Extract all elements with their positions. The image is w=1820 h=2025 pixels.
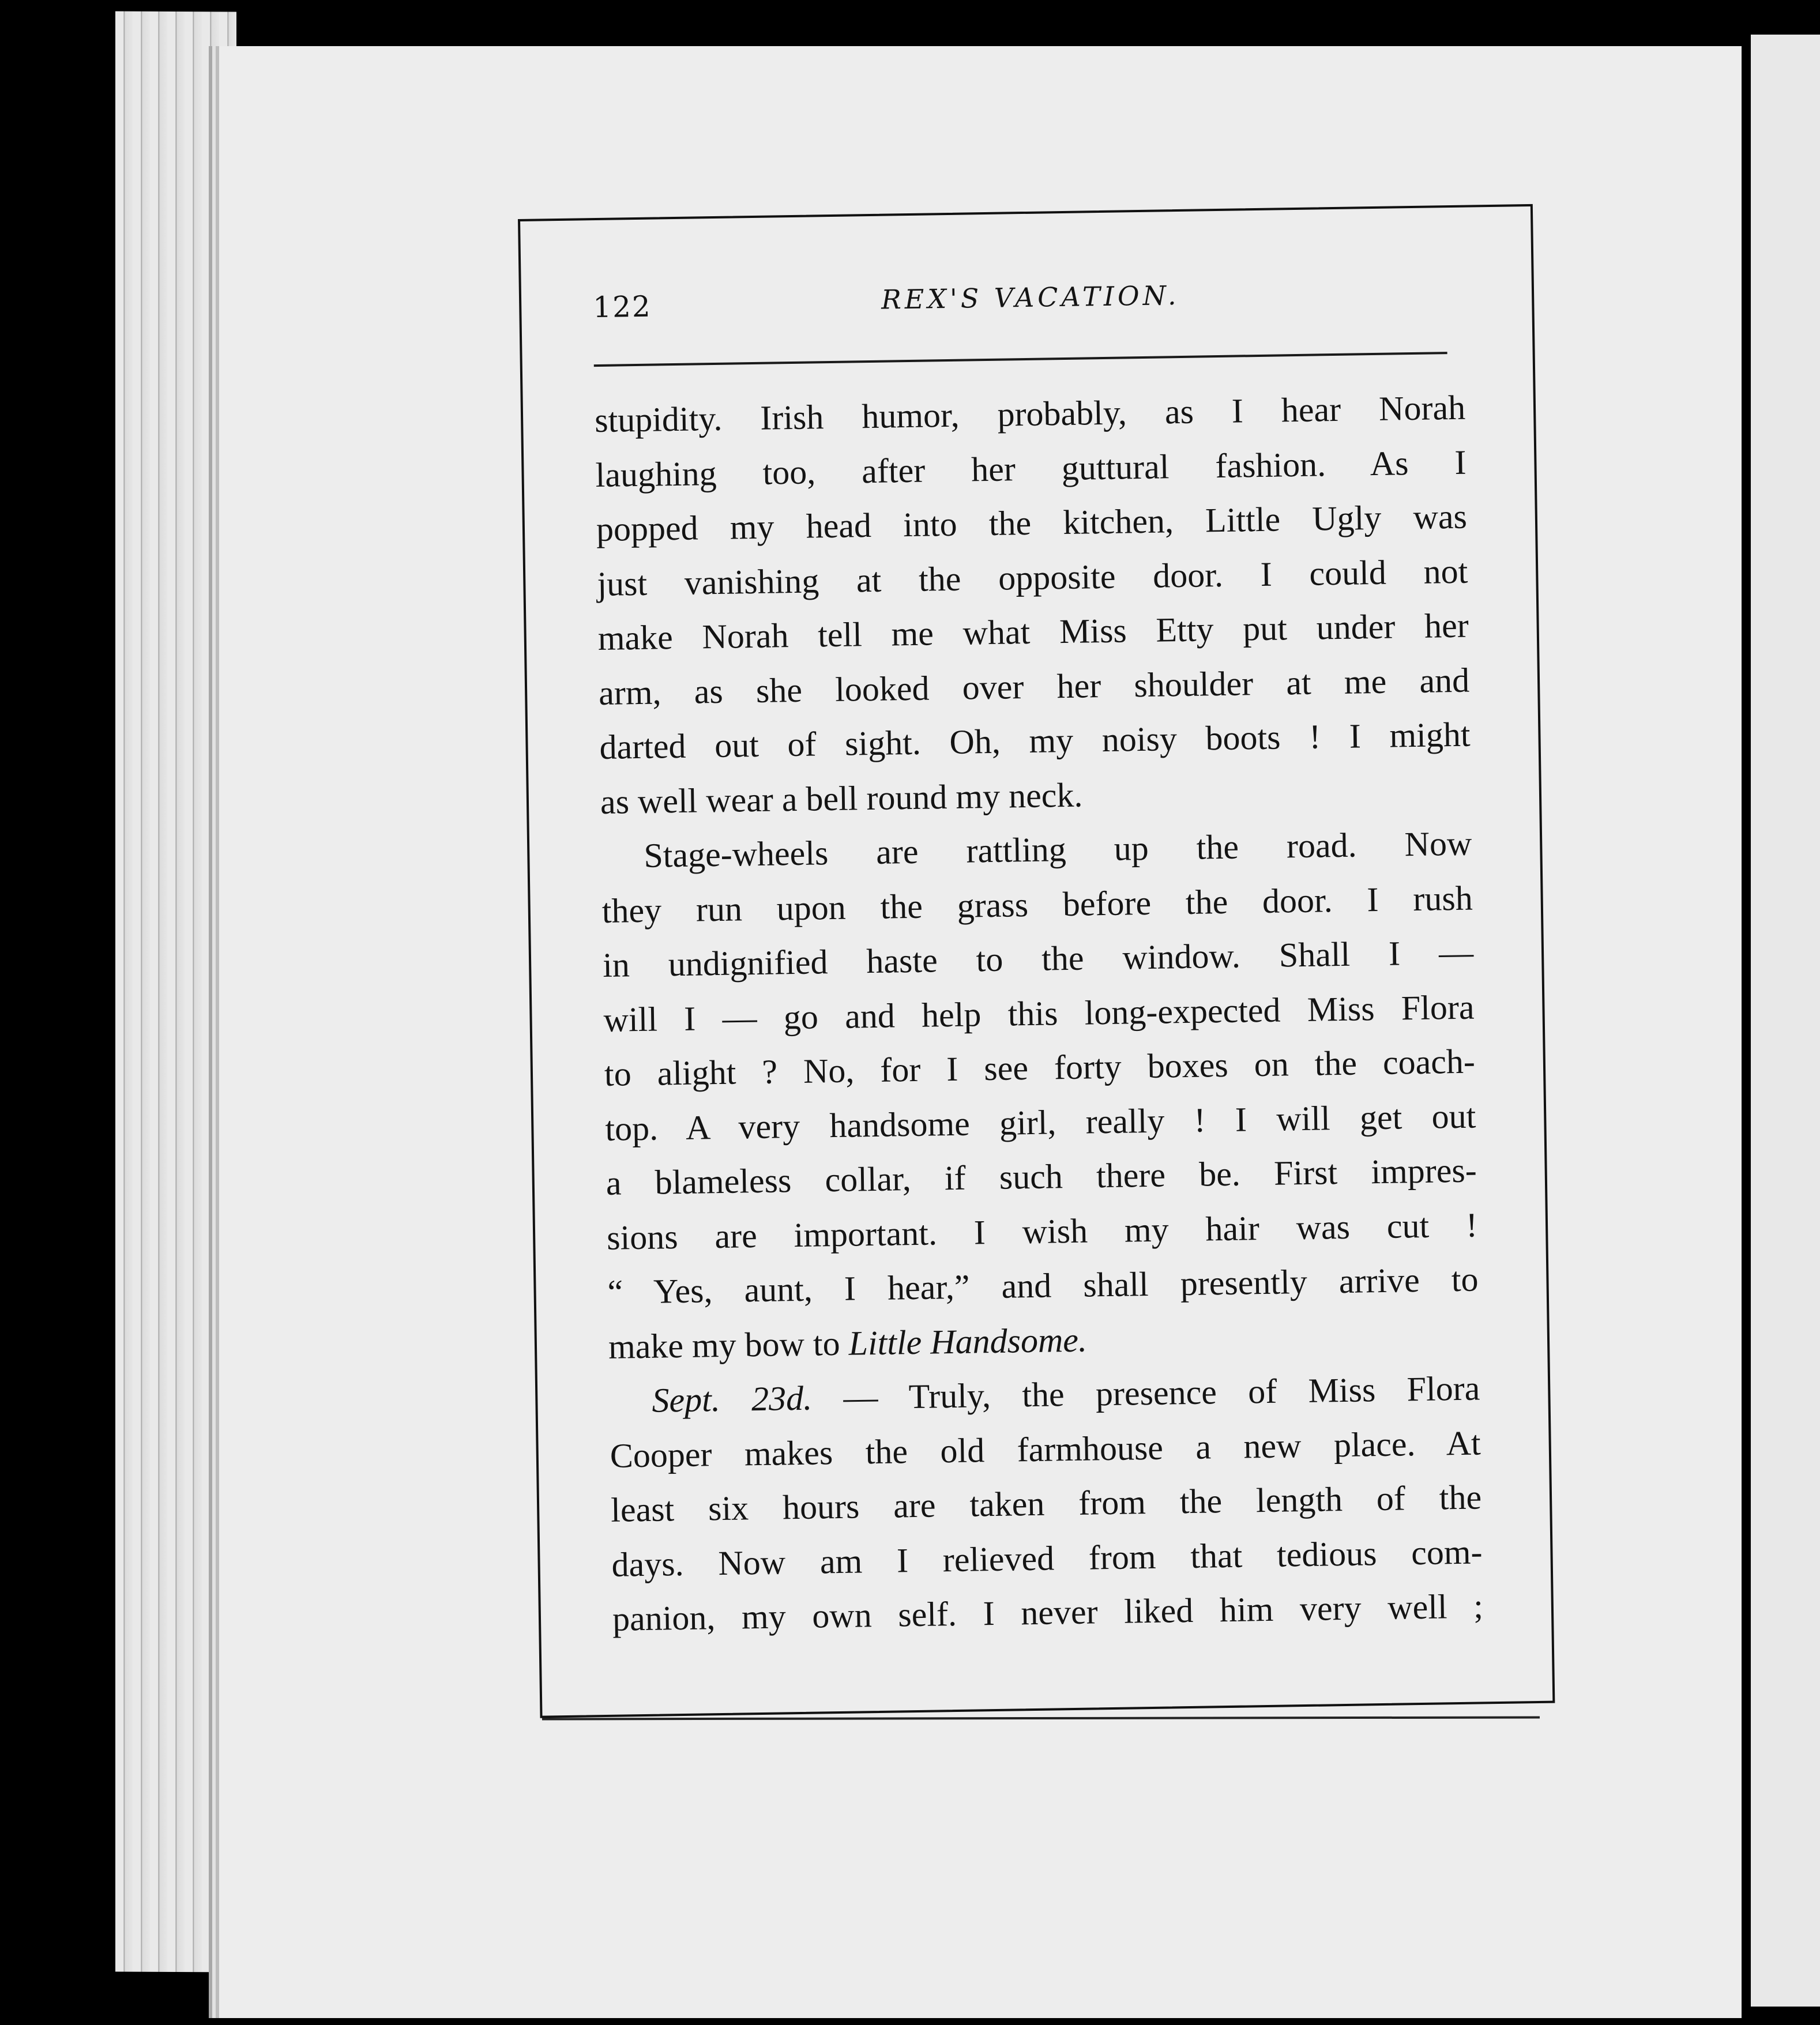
text-line: top. A very handsome girl, really ! I will get out <box>604 1097 1476 1148</box>
text-line: a blameless collar, if such there be. First impres- <box>606 1151 1477 1202</box>
text-line: just vanishing at the opposite door. I could not <box>596 552 1468 603</box>
text-line: will I — go and help this long-expected Miss Flora <box>603 988 1475 1039</box>
text-line: make Norah tell me what Miss Etty put under her <box>597 606 1469 658</box>
entry-first-line-rest: — Truly, the presence of Miss Flora <box>811 1369 1480 1417</box>
text-line: arm, as she looked over her shoulder at me and <box>598 661 1470 712</box>
text-line: sions are important. I wish my hair was cut ! <box>606 1206 1478 1257</box>
page-block-edge <box>115 11 236 1972</box>
text-line: darted out of sight. Oh, my noisy boots ! I might <box>599 715 1471 766</box>
text-frame <box>518 204 1555 1718</box>
text-line: days. Now am I relieved from that tedious com- <box>611 1532 1483 1584</box>
text-line: popped my head into the kitchen, Little Ugly was <box>596 497 1468 549</box>
text-line-start: make my bow to <box>608 1324 849 1366</box>
text-line: laughing too, after her guttural fashion. As I <box>595 443 1466 494</box>
page-header <box>593 276 1447 334</box>
text-line: Stage-wheels are rattling up the road. Now <box>643 824 1472 875</box>
text-line: “ Yes, aunt, I hear,” and shall presently arrive to <box>607 1260 1479 1311</box>
italic-phrase: Little Handsome. <box>848 1320 1088 1362</box>
text-line: least six hours are taken from the length of the <box>610 1478 1482 1529</box>
page-number: 122 <box>592 289 652 325</box>
text-line: in undignified haste to the window. Shall I — <box>602 933 1474 984</box>
text-line: Cooper makes the old farmhouse a new place. At <box>610 1423 1481 1475</box>
header-rule <box>594 352 1447 367</box>
text-line: they run upon the grass before the door. I rush <box>601 879 1473 930</box>
next-page-sliver <box>1751 35 1820 2007</box>
body-text <box>594 381 1483 1647</box>
text-line: as well wear a bell round my neck. <box>600 776 1083 821</box>
text-line: panion, my own self. I never liked him very well ; <box>612 1587 1484 1638</box>
text-line: to alight ? No, for I see forty boxes on the coach- <box>604 1042 1476 1093</box>
entry-date: Sept. 23d. <box>651 1379 813 1420</box>
text-line: stupidity. Irish humor, probably, as I hear Norah <box>594 388 1466 440</box>
running-title: REX'S VACATION. <box>881 279 1180 315</box>
